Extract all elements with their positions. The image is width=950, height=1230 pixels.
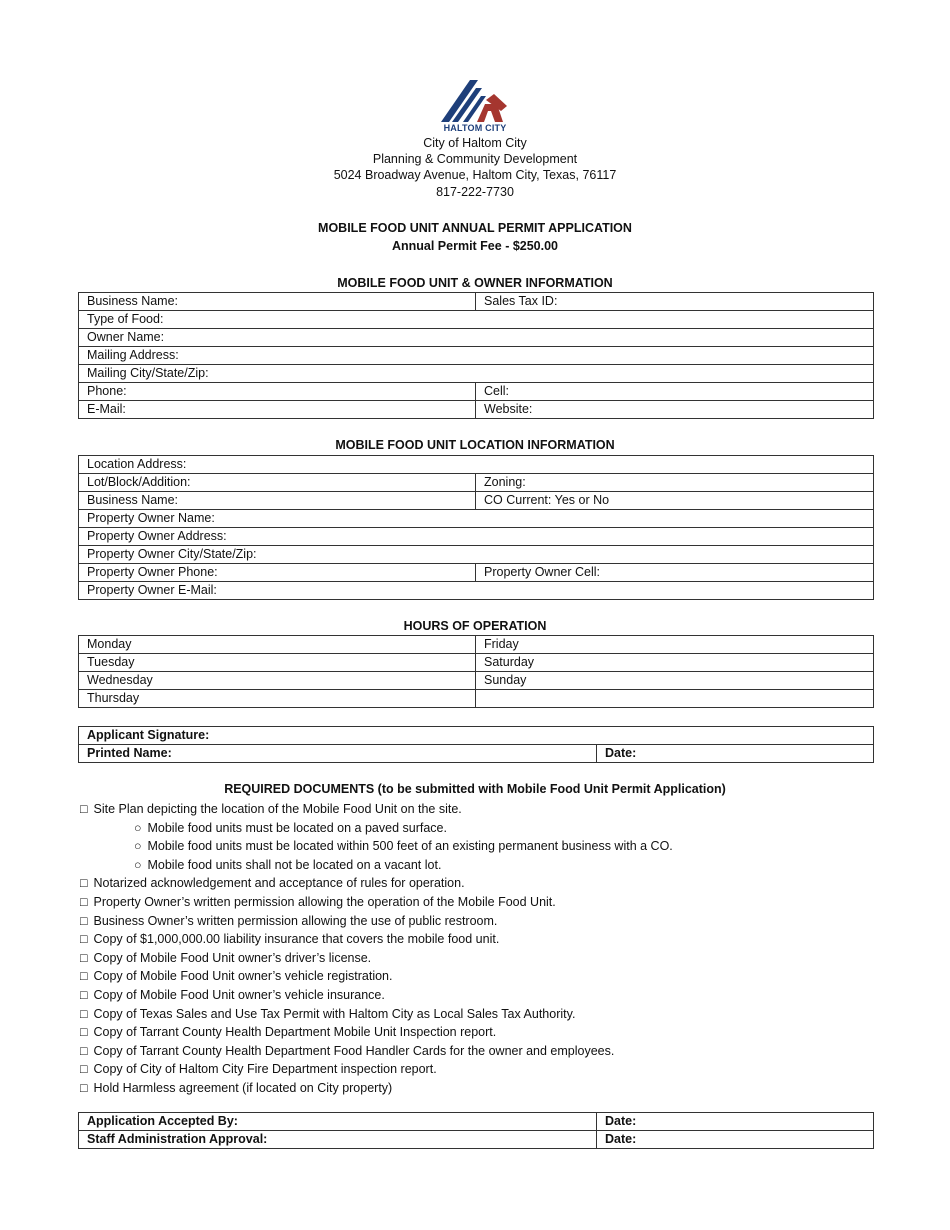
- logo-text: HALTOM CITY: [443, 123, 507, 133]
- department-name: Planning & Community Development: [372, 152, 578, 166]
- table-row: [79, 492, 874, 510]
- document-item-label: Copy of $1,000,000.00 liability insurance that covers the mobile food unit.: [93, 932, 500, 947]
- document-sub-item: [80, 837, 900, 856]
- required-documents-list: [80, 800, 900, 1098]
- sales-tax-id-field[interactable]: Sales Tax ID:: [476, 293, 874, 311]
- lot-block-field[interactable]: Lot/Block/Addition:: [79, 474, 476, 492]
- owner-section-title: MOBILE FOOD UNIT & OWNER INFORMATION: [337, 276, 613, 290]
- document-item-label: Copy of Mobile Food Unit owner’s vehicle registration.: [93, 969, 393, 984]
- circle-bullet-icon: ○: [134, 820, 142, 835]
- mailing-city-field[interactable]: Mailing City/State/Zip:: [79, 365, 874, 383]
- table-row: [79, 510, 874, 528]
- thursday-field[interactable]: Thursday: [79, 690, 476, 708]
- phone-field[interactable]: Phone:: [79, 383, 476, 401]
- table-row: [79, 456, 874, 474]
- table-row: [79, 528, 874, 546]
- checkbox-icon[interactable]: □: [80, 969, 88, 984]
- table-row: [79, 1113, 874, 1131]
- table-row: [79, 654, 874, 672]
- sunday-field[interactable]: Sunday: [476, 672, 874, 690]
- accepted-by-field[interactable]: Application Accepted By:: [79, 1113, 597, 1131]
- document-sub-item: [80, 819, 900, 838]
- table-row: [79, 401, 874, 419]
- table-row: [79, 745, 874, 763]
- property-owner-cell-field[interactable]: Property Owner Cell:: [476, 564, 874, 582]
- location-section-title: MOBILE FOOD UNIT LOCATION INFORMATION: [335, 438, 615, 452]
- circle-bullet-icon: ○: [134, 857, 142, 872]
- checkbox-icon[interactable]: □: [80, 802, 88, 816]
- document-checklist-item[interactable]: [80, 930, 900, 949]
- monday-field[interactable]: Monday: [79, 636, 476, 654]
- checkbox-icon[interactable]: □: [80, 1062, 88, 1077]
- document-item-label: Copy of Tarrant County Health Department Food Handler Cards for the owner and employees.: [93, 1043, 615, 1058]
- table-row: [79, 311, 874, 329]
- document-checklist-item[interactable]: [80, 1023, 900, 1042]
- accepted-date-field[interactable]: Date:: [597, 1113, 874, 1131]
- hours-table: [78, 635, 874, 708]
- city-address: 5024 Broadway Avenue, Haltom City, Texas, 76117: [333, 168, 617, 182]
- co-current-field[interactable]: CO Current: Yes or No: [476, 492, 874, 510]
- city-phone: 817-222-7730: [436, 185, 514, 199]
- document-item-label: Hold Harmless agreement (if located on City property): [93, 1080, 393, 1095]
- hours-section-title: HOURS OF OPERATION: [403, 619, 547, 633]
- checkbox-icon[interactable]: □: [80, 894, 88, 909]
- empty-hours-cell: [476, 690, 874, 708]
- table-row: [79, 636, 874, 654]
- document-checklist-item[interactable]: [80, 967, 900, 986]
- table-row: [79, 293, 874, 311]
- document-checklist-item[interactable]: [80, 912, 900, 931]
- checkbox-icon[interactable]: □: [80, 876, 88, 891]
- wednesday-field[interactable]: Wednesday: [79, 672, 476, 690]
- document-item-label: Mobile food units must be located within 500 feet of an existing permanent business with a CO.: [147, 839, 673, 854]
- document-checklist-item[interactable]: [80, 1060, 900, 1079]
- email-field[interactable]: E-Mail:: [79, 401, 476, 419]
- document-item-label: Site Plan depicting the location of the Mobile Food Unit on the site.: [93, 802, 462, 816]
- printed-name-field[interactable]: Printed Name:: [79, 745, 597, 763]
- document-item-label: Copy of Mobile Food Unit owner’s vehicle insurance.: [93, 987, 385, 1002]
- table-row: [79, 1131, 874, 1149]
- applicant-signature-field[interactable]: Applicant Signature:: [79, 727, 874, 745]
- checkbox-icon[interactable]: □: [80, 913, 88, 928]
- property-owner-phone-field[interactable]: Property Owner Phone:: [79, 564, 476, 582]
- location-address-field[interactable]: Location Address:: [79, 456, 874, 474]
- document-item-label: Business Owner’s written permission allowing the use of public restroom.: [93, 913, 498, 928]
- property-owner-name-field[interactable]: Property Owner Name:: [79, 510, 874, 528]
- required-documents-title: REQUIRED DOCUMENTS (to be submitted with Mobile Food Unit Permit Application): [224, 782, 726, 796]
- table-row: [79, 727, 874, 745]
- type-of-food-field[interactable]: Type of Food:: [79, 311, 874, 329]
- website-field[interactable]: Website:: [476, 401, 874, 419]
- property-owner-email-field[interactable]: Property Owner E-Mail:: [79, 582, 874, 600]
- document-item-label: Property Owner’s written permission allowing the operation of the Mobile Food Unit.: [93, 894, 556, 909]
- document-item-label: Mobile food units shall not be located on a vacant lot.: [147, 857, 442, 872]
- table-row: [79, 329, 874, 347]
- document-item-label: Copy of Texas Sales and Use Tax Permit with Haltom City as Local Sales Tax Authority.: [93, 1006, 576, 1021]
- location-info-table: [78, 455, 874, 600]
- table-row: [79, 582, 874, 600]
- checkbox-icon[interactable]: □: [80, 932, 88, 947]
- property-owner-address-field[interactable]: Property Owner Address:: [79, 528, 874, 546]
- document-item-label: Mobile food units must be located on a paved surface.: [147, 820, 447, 835]
- table-row: [79, 564, 874, 582]
- document-item-label: Copy of City of Haltom City Fire Department inspection report.: [93, 1062, 437, 1077]
- table-row: [79, 546, 874, 564]
- table-row: [79, 690, 874, 708]
- staff-approval-table: [78, 1112, 874, 1149]
- approval-date-field[interactable]: Date:: [597, 1131, 874, 1149]
- permit-fee: Annual Permit Fee - $250.00: [391, 239, 559, 253]
- property-owner-city-field[interactable]: Property Owner City/State/Zip:: [79, 546, 874, 564]
- circle-bullet-icon: ○: [134, 839, 142, 854]
- saturday-field[interactable]: Saturday: [476, 654, 874, 672]
- owner-info-table: [78, 292, 874, 419]
- document-checklist-item[interactable]: [80, 949, 900, 968]
- friday-field[interactable]: Friday: [476, 636, 874, 654]
- document-checklist-item[interactable]: [80, 1079, 900, 1098]
- document-checklist-item[interactable]: [80, 1042, 900, 1061]
- table-row: [79, 672, 874, 690]
- document-checklist-item[interactable]: [80, 874, 900, 893]
- mailing-address-field[interactable]: Mailing Address:: [79, 347, 874, 365]
- owner-name-field[interactable]: Owner Name:: [79, 329, 874, 347]
- form-title: MOBILE FOOD UNIT ANNUAL PERMIT APPLICATION: [318, 221, 632, 235]
- document-checklist-item[interactable]: [80, 1005, 900, 1024]
- signature-date-field[interactable]: Date:: [597, 745, 874, 763]
- tuesday-field[interactable]: Tuesday: [79, 654, 476, 672]
- cell-field[interactable]: Cell:: [476, 383, 874, 401]
- city-name: City of Haltom City: [423, 136, 527, 150]
- checkbox-icon[interactable]: □: [80, 1025, 88, 1040]
- document-checklist-item[interactable]: [80, 893, 900, 912]
- document-checklist-item[interactable]: [80, 800, 900, 819]
- location-business-name-field[interactable]: Business Name:: [79, 492, 476, 510]
- signature-table: [78, 726, 874, 763]
- document-item-label: Copy of Mobile Food Unit owner’s driver’s license.: [93, 950, 372, 965]
- table-row: [79, 347, 874, 365]
- haltom-city-logo: [437, 78, 513, 136]
- zoning-field[interactable]: Zoning:: [476, 474, 874, 492]
- checkbox-icon[interactable]: □: [80, 1006, 88, 1021]
- table-row: [79, 365, 874, 383]
- document-sub-item: [80, 856, 900, 875]
- table-row: [79, 474, 874, 492]
- document-item-label: Copy of Tarrant County Health Department Mobile Unit Inspection report.: [93, 1025, 497, 1040]
- business-name-field[interactable]: Business Name:: [79, 293, 476, 311]
- staff-approval-field[interactable]: Staff Administration Approval:: [79, 1131, 597, 1149]
- document-item-label: Notarized acknowledgement and acceptance of rules for operation.: [93, 876, 465, 891]
- checkbox-icon[interactable]: □: [80, 1043, 88, 1058]
- document-checklist-item[interactable]: [80, 986, 900, 1005]
- checkbox-icon[interactable]: □: [80, 1080, 88, 1095]
- checkbox-icon[interactable]: □: [80, 987, 88, 1002]
- checkbox-icon[interactable]: □: [80, 950, 88, 965]
- table-row: [79, 383, 874, 401]
- haltom-city-logo-icon: [437, 78, 513, 124]
